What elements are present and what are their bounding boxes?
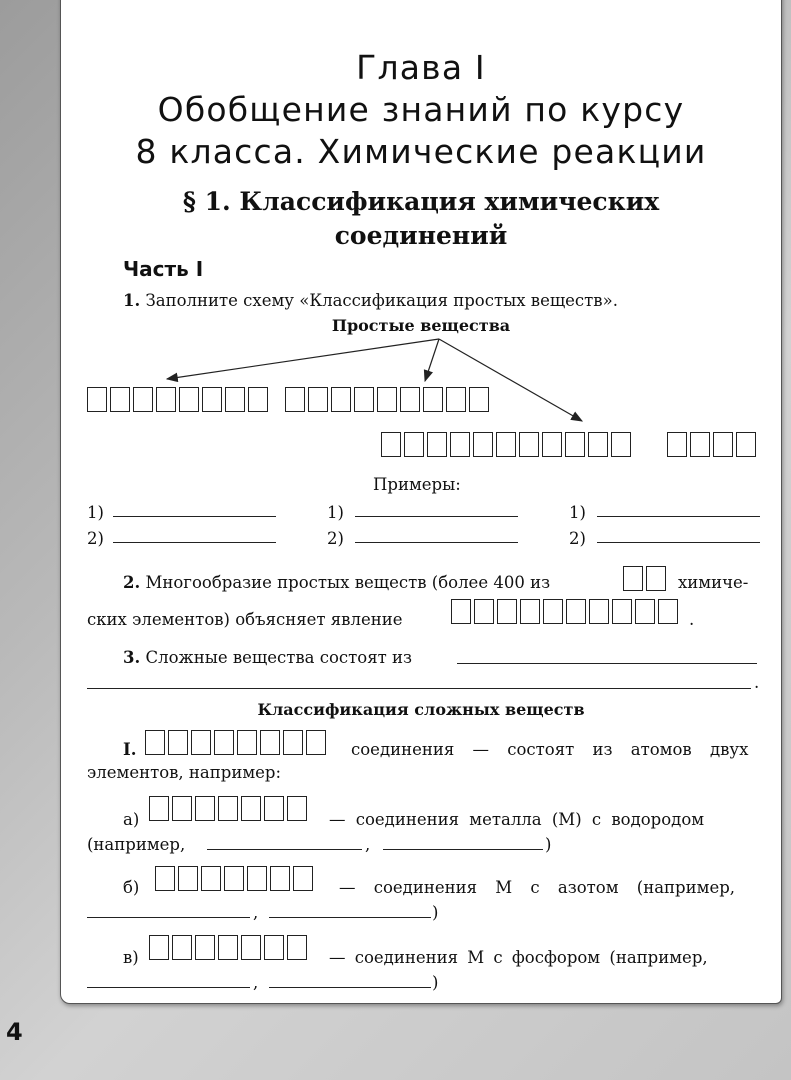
item-v-answer-2[interactable]: [269, 987, 431, 988]
task-1-text: Заполните схему «Классификация простых веществ».: [145, 291, 618, 310]
item-a-label: а): [123, 810, 140, 829]
item-b-comma: ,: [253, 903, 259, 922]
answer-boxes-2[interactable]: [285, 387, 489, 412]
item-b-boxes[interactable]: [155, 866, 313, 891]
arrow-middle: [425, 339, 439, 381]
task-3-line-1: [123, 648, 412, 668]
task-2-text-2: химиче-: [678, 573, 749, 592]
item-1-boxes[interactable]: [145, 730, 326, 755]
item-a-answer-1[interactable]: [207, 849, 362, 850]
task-3-number: 3.: [123, 648, 141, 667]
task-3-answer-line-1[interactable]: [457, 663, 757, 664]
item-v-boxes[interactable]: [149, 935, 307, 960]
item-v-text: — соединения М с фосфором (например,: [329, 948, 708, 967]
example-col3-line1[interactable]: [597, 516, 760, 517]
item-1-text: соединения — состоят из атомов двух: [351, 740, 749, 759]
answer-boxes-4[interactable]: [667, 432, 756, 457]
item-a-answer-2[interactable]: [383, 849, 543, 850]
item-a-boxes[interactable]: [149, 796, 307, 821]
example-col2-line2[interactable]: [355, 542, 518, 543]
item-a-text: — соединения металла (М) с водородом: [329, 810, 705, 829]
part-heading: Часть I: [123, 257, 204, 281]
example-col2-line1[interactable]: [355, 516, 518, 517]
task-2-text-1: Многообразие простых веществ (более 400 из: [145, 573, 551, 592]
chapter-title-line-3: 8 класса. Химические реакции: [135, 132, 707, 171]
example-col1-line1[interactable]: [113, 516, 276, 517]
workbook-page: [60, 0, 782, 1004]
item-v-label: в): [123, 948, 139, 967]
section-title-line-2: соединений: [334, 221, 508, 250]
task-3-period: .: [754, 673, 760, 692]
page-number: 4: [6, 1018, 23, 1046]
scheme-title: Простые вещества: [331, 316, 511, 335]
section-title-line-1: § 1. Классификация химических: [182, 187, 660, 216]
item-a-line2-start: (например,: [87, 835, 186, 854]
answer-boxes-3[interactable]: [381, 432, 631, 457]
chapter-title-line-2: Обобщение знаний по курсу: [157, 90, 685, 129]
item-b-label: б): [123, 878, 140, 897]
item-1-label: I.: [123, 740, 137, 759]
example-col1-n2: 2): [87, 529, 104, 548]
item-b-close: ): [432, 903, 439, 922]
item-v-comma: ,: [253, 973, 259, 992]
example-col1-n1: 1): [87, 503, 104, 522]
task-3-answer-line-2[interactable]: [87, 688, 751, 689]
item-v-answer-1[interactable]: [87, 987, 250, 988]
item-a-close: ): [545, 835, 552, 854]
example-col1-line2[interactable]: [113, 542, 276, 543]
complex-title: Классификация сложных веществ: [257, 700, 585, 719]
item-b-text: — соединения М с азотом (например,: [339, 878, 736, 897]
examples-label: Примеры:: [373, 475, 461, 494]
task-2-number: 2.: [123, 573, 141, 592]
item-v-close: ): [432, 973, 439, 992]
item-a-comma: ,: [365, 835, 371, 854]
chapter-title-line-1: Глава I: [356, 48, 486, 87]
example-col3-line2[interactable]: [597, 542, 760, 543]
task-3-text: Сложные вещества состоят из: [145, 648, 412, 667]
item-b-answer-1[interactable]: [87, 917, 250, 918]
task-1-number: 1.: [123, 291, 141, 310]
example-col3-n1: 1): [569, 503, 586, 522]
task-2-period: .: [689, 610, 695, 629]
example-col3-n2: 2): [569, 529, 586, 548]
answer-boxes-1[interactable]: [87, 387, 268, 412]
arrow-left: [167, 339, 439, 379]
task-2-text-3: ских элементов) объясняет явление: [87, 610, 403, 629]
task-2-boxes-phenomenon[interactable]: [451, 599, 678, 624]
task-2-boxes-number[interactable]: [623, 566, 666, 591]
example-col2-n2: 2): [327, 529, 344, 548]
item-b-answer-2[interactable]: [269, 917, 431, 918]
task-2-line-1: [123, 573, 550, 593]
item-1-text-2: элементов, например:: [87, 763, 282, 782]
example-col2-n1: 1): [327, 503, 344, 522]
